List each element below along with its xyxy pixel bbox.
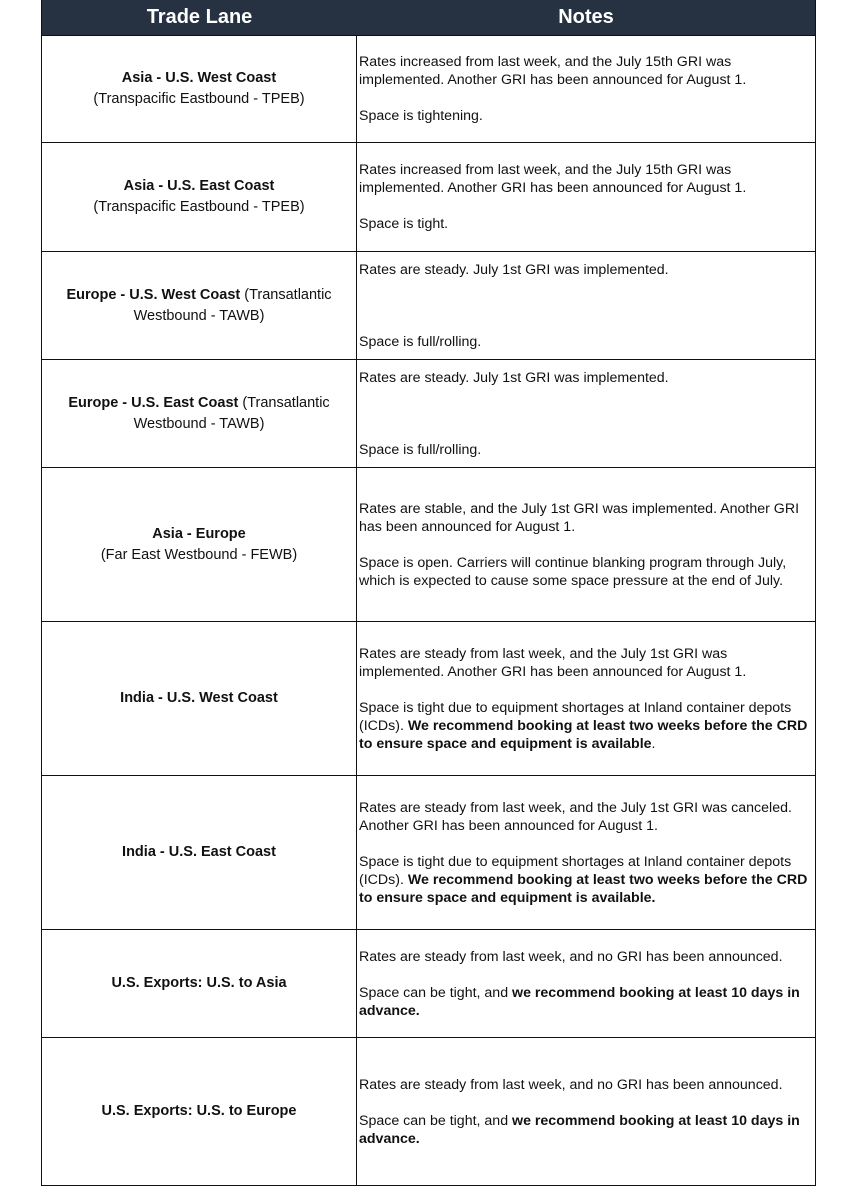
- note-text: Space can be tight, and: [359, 1112, 513, 1129]
- trade-lane-cell: [42, 776, 357, 929]
- note-emphasis: We recommend booking at least two weeks before the CRD to ensure space and equipment is available: [359, 717, 808, 752]
- note-text: Rates are steady. July 1st GRI was implemented.: [359, 370, 669, 386]
- note-text: Space is full/rolling.: [359, 334, 482, 350]
- notes-cell: [357, 776, 815, 929]
- note-paragraph: [359, 215, 813, 233]
- note-text: Rates are steady from last week, and the July 1st GRI was implemented. Another GRI has been announced for August 1.: [359, 645, 747, 680]
- note-paragraph: [359, 441, 813, 459]
- note-text: Rates are steady from last week, and no GRI has been announced.: [359, 948, 783, 965]
- trade-lane-name: Asia - Europe: [152, 525, 246, 542]
- table-row: [42, 930, 815, 1038]
- note-text: Space is open. Carriers will continue blanking program through July, which is expected to cause some space pressure at the end of July.: [359, 554, 787, 589]
- note-paragraph: [359, 1076, 813, 1094]
- notes-cell: [357, 360, 815, 467]
- trade-lane-cell: [42, 360, 357, 467]
- note-text: Rates are stable, and the July 1st GRI was implemented. Another GRI has been announced for August 1.: [359, 500, 800, 535]
- note-text: Rates are steady from last week, and the July 1st GRI was canceled. Another GRI has been announced for August 1.: [359, 799, 792, 834]
- header-notes: Notes: [558, 6, 614, 28]
- note-paragraph: [359, 53, 813, 89]
- notes-cell: [357, 252, 815, 359]
- notes-cell: [357, 622, 815, 775]
- table-row: [42, 35, 815, 143]
- trade-lane-subtitle: (Far East Westbound - FEWB): [100, 546, 298, 563]
- trade-lane-subtitle: (Transpacific Eastbound - TPEB): [93, 199, 305, 215]
- note-text: Space is full/rolling.: [359, 442, 482, 458]
- notes-cell: [357, 143, 815, 251]
- trade-lane-cell: [42, 622, 357, 775]
- table-row: [42, 360, 815, 468]
- note-text: Space is tightening.: [359, 108, 483, 124]
- trade-lane-table: [41, 0, 816, 1186]
- table-row: [42, 622, 815, 776]
- note-paragraph: [359, 554, 813, 590]
- note-text: Rates increased from last week, and the July 15th GRI was implemented. Another GRI has been announced for August 1.: [359, 162, 747, 196]
- trade-lane-subtitle: (Transpacific Eastbound - TPEB): [93, 91, 305, 107]
- note-paragraph: [359, 984, 813, 1020]
- trade-lane-name: Europe - U.S. East Coast: [68, 394, 239, 411]
- note-emphasis: We recommend booking at least two weeks before the CRD to ensure space and equipment is available.: [359, 871, 808, 906]
- note-paragraph: [359, 799, 813, 835]
- header-trade-lane: Trade Lane: [146, 6, 253, 28]
- note-paragraph: [359, 500, 813, 536]
- notes-cell: [357, 930, 815, 1037]
- trade-lane-name: U.S. Exports: U.S. to Asia: [111, 975, 287, 991]
- trade-lane-subtitle: (Transatlantic Westbound - TAWB): [133, 286, 332, 324]
- trade-lane-name: U.S. Exports: U.S. to Europe: [101, 1103, 297, 1119]
- table-row: [42, 1038, 815, 1186]
- trade-lane-name: India - U.S. East Coast: [122, 844, 276, 860]
- table-header: [42, 0, 815, 35]
- trade-lane-cell: [42, 36, 357, 142]
- note-text: Space can be tight, and: [359, 984, 513, 1001]
- table-row: [42, 776, 815, 930]
- table-row: [42, 252, 815, 360]
- trade-lane-name: Asia - U.S. West Coast: [121, 70, 277, 86]
- trade-lane-name: India - U.S. West Coast: [120, 690, 278, 706]
- trade-lane-cell: [42, 143, 357, 251]
- trade-lane-name: Asia - U.S. East Coast: [123, 178, 275, 194]
- note-paragraph: [359, 369, 813, 387]
- notes-cell: [357, 36, 815, 142]
- notes-cell: [357, 1038, 815, 1185]
- note-emphasis: we recommend booking at least 10 days in advance.: [359, 984, 800, 1019]
- note-paragraph: [359, 261, 813, 279]
- note-text: Space is tight due to equipment shortages at Inland container depots (ICDs).: [359, 853, 792, 888]
- note-paragraph: [359, 333, 813, 351]
- note-paragraph: [359, 107, 813, 125]
- note-paragraph: [359, 1112, 813, 1148]
- note-paragraph: [359, 948, 813, 966]
- trade-lane-cell: [42, 468, 357, 621]
- note-text: .: [651, 735, 656, 752]
- table-row: [42, 468, 815, 622]
- note-text: Rates are steady. July 1st GRI was implemented.: [359, 262, 669, 278]
- note-text: Rates increased from last week, and the July 15th GRI was implemented. Another GRI has been announced for August 1.: [359, 54, 747, 88]
- note-text: Space is tight.: [359, 216, 449, 232]
- note-paragraph: [359, 853, 813, 907]
- note-emphasis: we recommend booking at least 10 days in advance.: [359, 1112, 800, 1147]
- note-paragraph: [359, 699, 813, 753]
- trade-lane-cell: [42, 930, 357, 1037]
- note-paragraph: [359, 645, 813, 681]
- notes-cell: [357, 468, 815, 621]
- trade-lane-cell: [42, 252, 357, 359]
- trade-lane-subtitle: (Transatlantic Westbound - TAWB): [133, 394, 330, 432]
- trade-lane-name: Europe - U.S. West Coast: [66, 286, 241, 303]
- note-text: Rates are steady from last week, and no GRI has been announced.: [359, 1076, 783, 1093]
- note-paragraph: [359, 161, 813, 197]
- note-text: Space is tight due to equipment shortages at Inland container depots (ICDs).: [359, 699, 792, 734]
- table-row: [42, 143, 815, 252]
- trade-lane-cell: [42, 1038, 357, 1185]
